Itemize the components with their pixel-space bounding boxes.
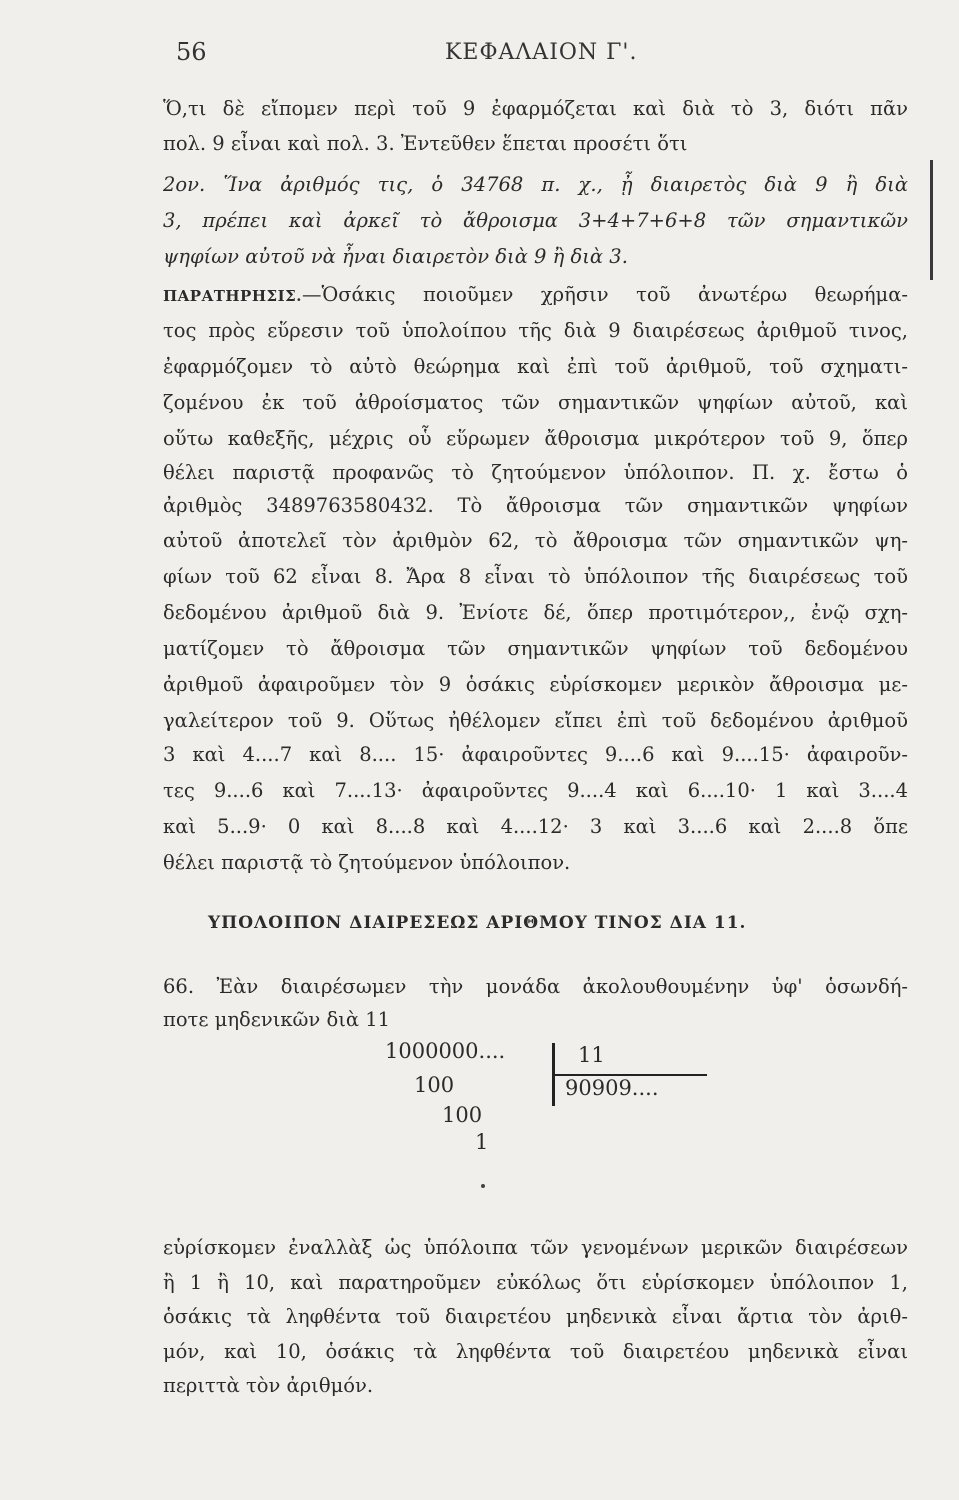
division-remainder: 100 [442, 1103, 483, 1127]
text-line: τος πρὸς εὕρεσιν τοῦ ὑπολοίπου τῆς διὰ 9 διαιρέσεως ἀριθμοῦ τινος, [163, 319, 908, 342]
text-line: φίων τοῦ 62 εἶναι 8. Ἄρα 8 εἶναι τὸ ὑπόλοιπον τῆς διαιρέσεως τοῦ [163, 565, 908, 588]
division-remainder: 100 [414, 1073, 455, 1097]
text-line: ποτε μηδενικῶν διὰ 11 [163, 1008, 391, 1031]
text-line: ἀριθμὸς 3489763580432. Τὸ ἄθροισμα τῶν σημαντικῶν ψηφίων [163, 494, 908, 517]
text-line: ὁσάκις τὰ ληφθέντα τοῦ διαιρετέου μηδενικὰ εἶναι ἄρτια τὸν ἀριθ- [163, 1305, 908, 1328]
remark-label: ΠΑΡΑΤΗΡΗΣΙΣ. [163, 287, 302, 305]
text-line: εὑρίσκομεν ἐναλλὰξ ὡς ὑπόλοιπα τῶν γενομένων μερικῶν διαιρέσεων [163, 1236, 908, 1259]
text-line: ἢ 1 ἢ 10, καὶ παρατηροῦμεν εὐκόλως ὅτι εὑρίσκομεν ὑπόλοιπον 1, [163, 1271, 908, 1294]
text-line: 3, πρέπει καὶ ἀρκεῖ τὸ ἄθροισμα 3+4+7+6+8 τῶν σημαντικῶν [163, 209, 908, 232]
page-number: 56 [176, 38, 207, 66]
text-line: καὶ 5...9· 0 καὶ 8....8 καὶ 4....12· 3 καὶ 3....6 καὶ 2....8 ὅπε [163, 815, 908, 838]
text-line: ζομένου ἐκ τοῦ ἀθροίσματος τῶν σημαντικῶν ψηφίων αὐτοῦ, καὶ [163, 391, 908, 414]
chapter-title: ΚΕΦΑΛΑΙΟΝ Γ'. [445, 40, 638, 65]
text-line: ἐφαρμόζομεν τὸ αὐτὸ θεώρημα καὶ ἐπὶ τοῦ ἀριθμοῦ, τοῦ σχηματι- [163, 355, 908, 378]
text-line: ψηφίων αὐτοῦ νὰ ἦναι διαιρετὸν διὰ 9 ἢ διὰ 3. [163, 245, 628, 268]
text-line: ἀριθμοῦ ἀφαιροῦμεν τὸν 9 ὁσάκις εὑρίσκομεν μερικὸν ἄθροισμα με- [163, 673, 908, 696]
text-line: θέλει παριστᾷ τὸ ζητούμενον ὑπόλοιπον. [163, 851, 571, 874]
division-dividend: 1000000.... [385, 1039, 506, 1063]
text-line: Ὅ,τι δὲ εἴπομεν περὶ τοῦ 9 ἐφαρμόζεται καὶ διὰ τὸ 3, διότι πᾶν [163, 97, 908, 120]
text-line: τες 9....6 καὶ 7....13· ἀφαιροῦντες 9....4 καὶ 6....10· 1 καὶ 3....4 [163, 779, 908, 802]
section-heading: ΥΠΟΛΟΙΠΟΝ ΔΙΑΙΡΕΣΕΩΣ ΑΡΙΘΜΟΥ ΤΙΝΟΣ ΔΙΑ 11. [208, 913, 747, 933]
text-line: πολ. 9 εἶναι καὶ πολ. 3. Ἐντεῦθεν ἕπεται προσέτι ὅτι [163, 132, 688, 155]
text-line: γαλείτερον τοῦ 9. Οὕτως ἠθέλομεν εἴπει ἐπὶ τοῦ δεδομένου ἀριθμοῦ [163, 709, 908, 732]
text-line: δεδομένου ἀριθμοῦ διὰ 9. Ἐνίοτε δέ, ὅπερ προτιμότερον,, ἐνῷ σχη- [163, 601, 908, 624]
text-line: θέλει παριστᾷ προφανῶς τὸ ζητούμενον ὑπόλοιπον. Π. χ. ἔστω ὁ [163, 461, 908, 484]
division-remainder: 1 [475, 1130, 489, 1154]
text-line: ματίζομεν τὸ ἄθροισμα τῶν σημαντικῶν ψηφίων τοῦ δεδομένου [163, 637, 908, 660]
text-line: αὐτοῦ ἀποτελεῖ τὸν ἀριθμὸν 62, τὸ ἄθροισμα τῶν σημαντικῶν ψη- [163, 529, 908, 552]
remark-first-line-text: —Ὁσάκις ποιοῦμεν χρῆσιν τοῦ ἀνωτέρω θεωρήμα- [301, 283, 908, 306]
text-line: περιττὰ τὸν ἀριθμόν. [163, 1374, 374, 1397]
ellipsis-dot [481, 1184, 485, 1188]
text-line: οὕτω καθεξῆς, μέχρις οὗ εὕρωμεν ἄθροισμα μικρότερον τοῦ 9, ὅπερ [163, 427, 908, 450]
text-line: 66. Ἐὰν διαιρέσωμεν τὴν μονάδα ἀκολουθουμένην ὑφ' ὁσωνδή- [163, 975, 908, 998]
text-line: μόν, καὶ 10, ὁσάκις τὰ ληφθέντα τοῦ διαιρετέου μηδενικὰ εἶναι [163, 1340, 908, 1363]
division-divisor: 11 [578, 1043, 605, 1067]
division-quotient: 90909.... [565, 1076, 659, 1100]
remark-first-line [163, 283, 908, 308]
text-line: 2ον. Ἵνα ἀριθμός τις, ὁ 34768 π. χ., ᾖ διαιρετὸς διὰ 9 ἢ διὰ [163, 173, 908, 196]
binding-mark [930, 160, 933, 280]
text-line: 3 καὶ 4....7 καὶ 8.... 15· ἀφαιροῦντες 9....6 καὶ 9....15· ἀφαιροῦν- [163, 743, 908, 766]
